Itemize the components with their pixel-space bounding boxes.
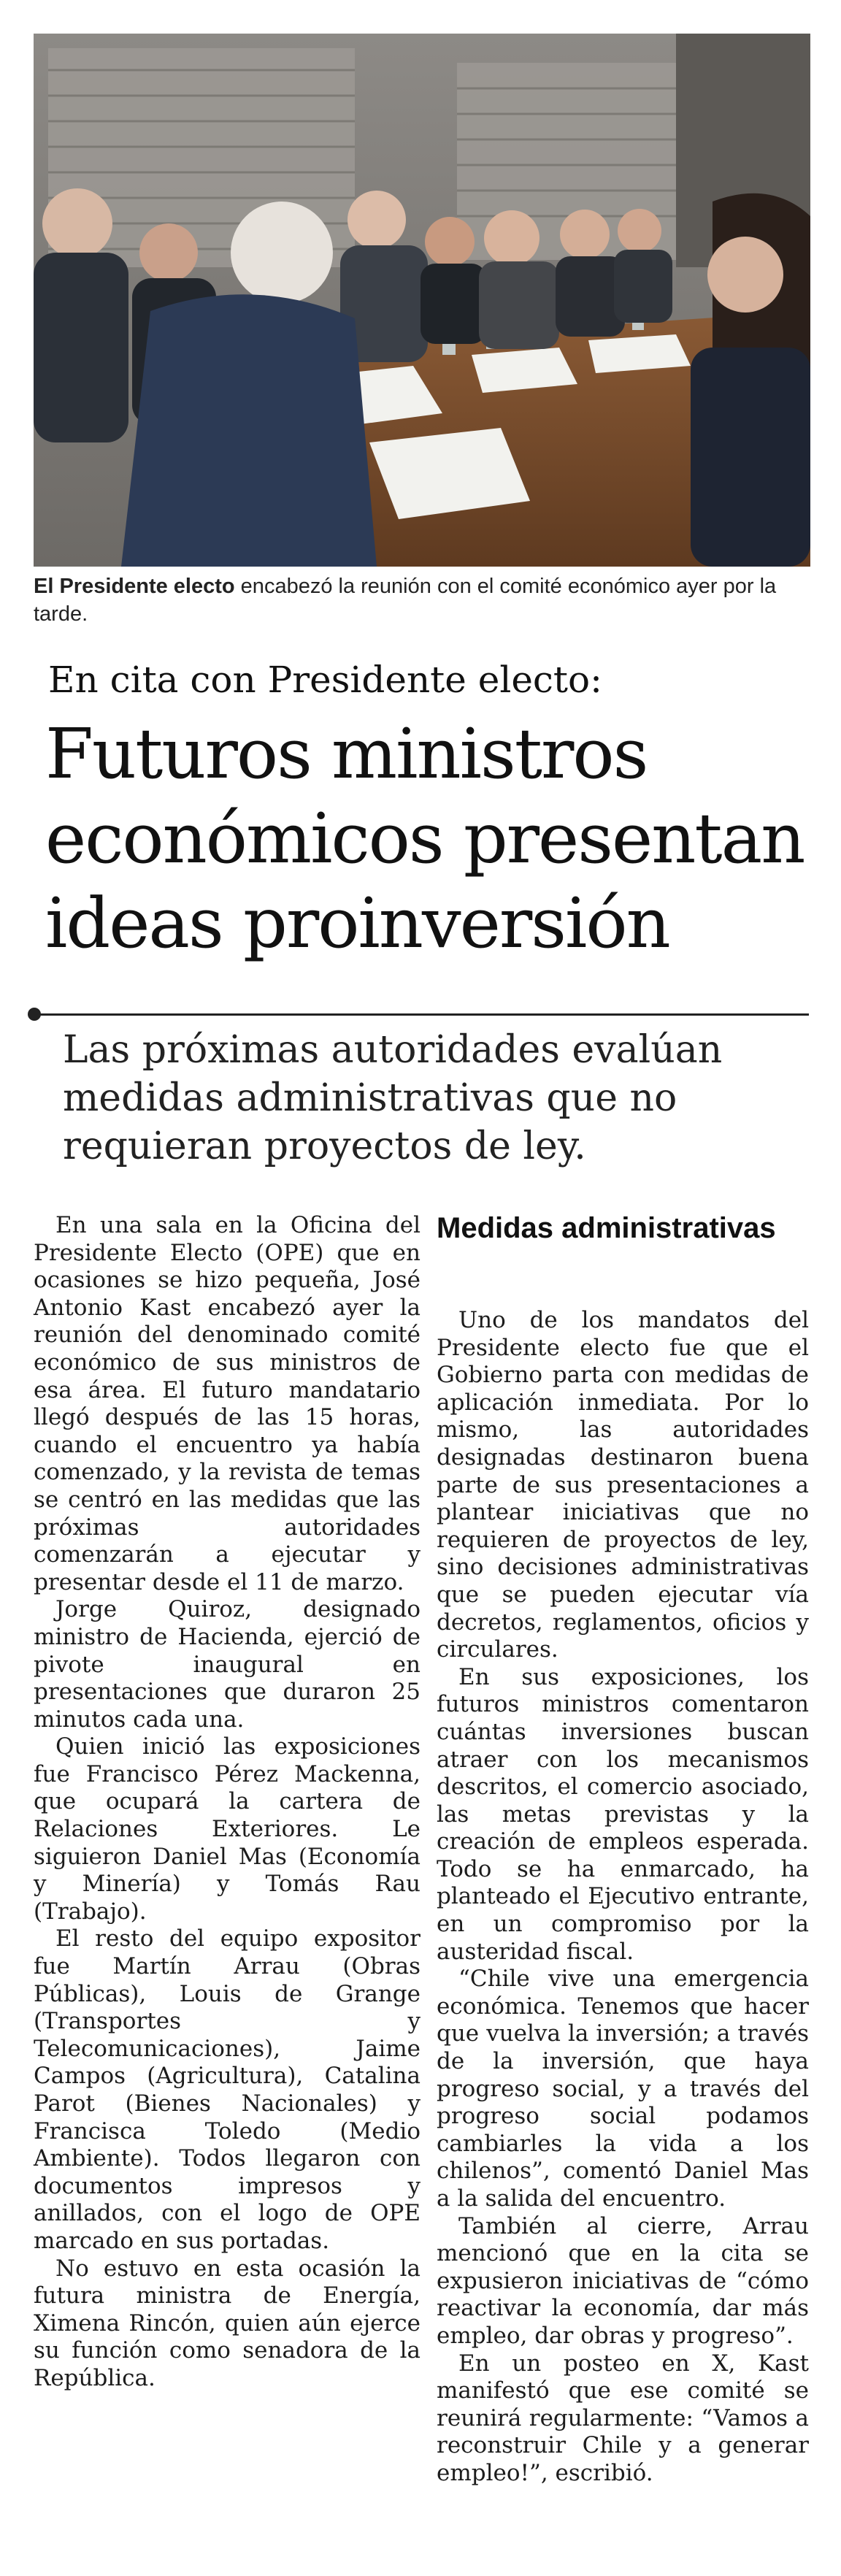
meeting-photo-illustration	[34, 34, 810, 567]
body-paragraph: Uno de los mandatos del Presidente electo fue que el Gobierno parta con medidas de aplicación inmediata. Por lo mismo, las autoridades designadas destinaron buena parte de sus presentaciones a plantear iniciativas que no requieren de proyectos de ley, sino decisiones administrativas que se pueden ejecutar vía decretos, reglamentos, oficios y circulares.	[437, 1307, 809, 1663]
deck-line: Las próximas autoridades evalúan	[63, 1028, 723, 1072]
deck-line: requieran proyectos de ley.	[63, 1124, 586, 1168]
section-subhead: Medidas administrativas	[437, 1212, 776, 1244]
divider-dot	[28, 1008, 41, 1021]
body-paragraph: El resto del equipo expositor fue Martín Arrau (Obras Públicas), Louis de Grange (Transportes y Telecomunicaciones), Jaime Campos (Agricultura), Catalina Parot (Bienes Nacionales) y Francisca Toledo (Medio Ambiente). Todos llegaron con documentos impresos y anillados, con el logo de OPE marcado en sus portadas.	[34, 1925, 420, 2254]
headline	[45, 712, 826, 966]
body-column-left	[34, 1212, 420, 2393]
body-paragraph: Quien inició las exposiciones fue Francisco Pérez Mackenna, que ocupará la cartera de Relaciones Exteriores. Le siguieron Daniel Mas (Economía y Minería) y Tomás Rau (Trabajo).	[34, 1733, 420, 1925]
body-paragraph: También al cierre, Arrau mencionó que en la cita se expusieron iniciativas de “cómo reactivar la economía, dar más empleo, dar obras y progreso”.	[437, 2212, 809, 2349]
body-paragraph: En una sala en la Oficina del Presidente Electo (OPE) que en ocasiones se hizo pequeña, José Antonio Kast encabezó ayer la reunión del denominado comité económico de sus ministros de esa área. El futuro mandatario llegó después de las 15 horas, cuando el encuentro ya había comenzado, y la revista de temas se centró en las medidas que las próximas autoridades comenzarán a ejecutar y presentar desde el 11 de marzo.	[34, 1212, 420, 1595]
body-paragraph: Jorge Quiroz, designado ministro de Hacienda, ejerció de pivote inaugural en presentaciones que duraron 25 minutos cada una.	[34, 1596, 420, 1733]
body-column-right	[437, 1307, 809, 2488]
deck	[63, 1026, 815, 1170]
caption-lead: El Presidente electo	[34, 575, 235, 598]
photo-caption	[34, 572, 810, 628]
divider-rule	[34, 1013, 809, 1016]
meeting-photo	[34, 34, 810, 567]
headline-line: Futuros ministros	[45, 714, 648, 794]
body-paragraph: En sus exposiciones, los futuros ministros comentaron cuántas inversiones buscan atraer con los mecanismos descritos, el comercio asociado, las metas previstas y la creación de empleos esperada. Todo se ha enmarcado, ha planteado el Ejecutivo entrante, en un compromiso por la austeridad fiscal.	[437, 1663, 809, 1965]
deck-line: medidas administrativas que no	[63, 1076, 677, 1120]
headline-line: económicos presentan	[45, 799, 804, 879]
body-paragraph: “Chile vive una emergencia económica. Tenemos que hacer que vuelva la inversión; a través de la inversión, que haya progreso social, y a través del progreso social podamos cambiarles la vida a los chilenos”, comentó Daniel Mas a la salida del encuentro.	[437, 1966, 809, 2212]
body-paragraph: En un posteo en X, Kast manifestó que ese comité se reunirá regularmente: “Vamos a reconstruir Chile y a generar empleo!”, escribió.	[437, 2350, 809, 2486]
headline-line: ideas proinversión	[45, 883, 669, 964]
body-paragraph: No estuvo en esta ocasión la futura ministra de Energía, Ximena Rincón, quien aún ejerce su función como senadora de la República.	[34, 2255, 420, 2391]
caption-text: encabezó la reunión con el comité económico ayer por la tarde.	[34, 575, 777, 626]
kicker: En cita con Presidente electo:	[48, 659, 602, 701]
